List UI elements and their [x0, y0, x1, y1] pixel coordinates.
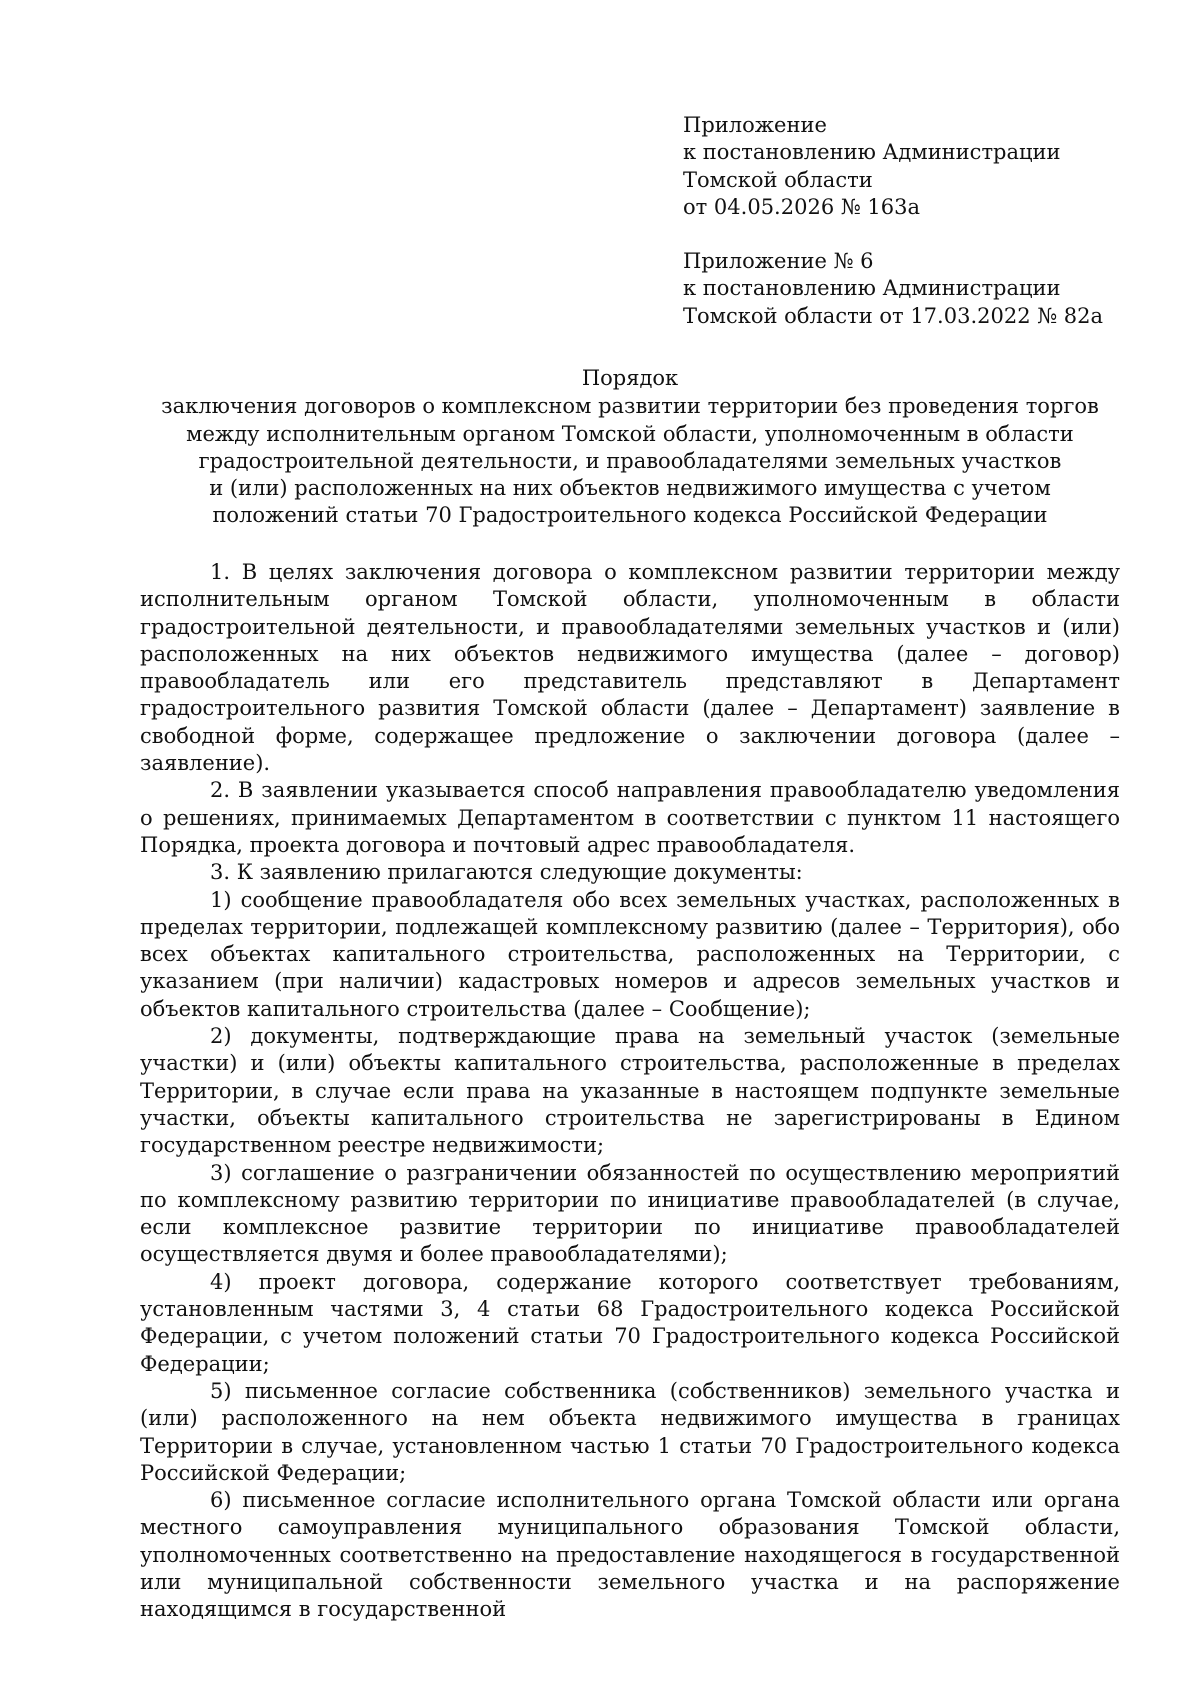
document-heading — [140, 365, 1120, 530]
appendix-line: к постановлению Администрации — [683, 140, 1061, 165]
appendix-header — [683, 112, 1153, 330]
appendix-line: от 04.05.2026 № 163а — [683, 194, 920, 219]
appendix-line: Приложение — [683, 113, 827, 137]
appendix-block-original — [683, 248, 1153, 330]
appendix-line: Томской области от 17.03.2022 № 82а — [683, 303, 1104, 328]
paragraph-3-item-5: 5) письменное согласие собственника (собственников) земельного участка и (или) расположенного на нем объекта недвижимого имущества в границах Территории в случае, установленном частью 1 статьи 70 Градостроительного кодекса Российской Федерации; — [140, 1378, 1120, 1485]
paragraph-2: 2. В заявлении указывается способ направления правообладателю уведомления о решениях, принимаемых Департаментом в соответствии с пунктом 11 настоящего Порядка, проекта договора и почтовый адрес правообладателя. — [140, 778, 1120, 857]
document-body — [140, 559, 1120, 1624]
paragraph-3-item-2: 2) документы, подтверждающие права на земельный участок (земельные участки) и (или) объекты капитального строительства, расположенные в пределах Территории, в случае если права на указанные в настоящем подпункте земельные участки, объекты капитального строительства не зарегистрированы в Едином государственном реестре недвижимости; — [140, 1024, 1120, 1158]
paragraph-3-item-6: 6) письменное согласие исполнительного органа Томской области или органа местного самоуправления муниципального образования Томской области, уполномоченных соответственно на предоставление находящегося в государственной или муниципальной собственности земельного участка и на распоряжение находящимся в государственной — [140, 1488, 1120, 1622]
paragraph-3: 3. К заявлению прилагаются следующие документы: — [210, 860, 803, 885]
paragraph-3-item-4: 4) проект договора, содержание которого соответствует требованиям, установленным частями 3, 4 статьи 68 Градостроительного кодекса Российской Федерации, с учетом положений статьи 70 Градостроительного кодекса Российской Федерации; — [140, 1269, 1120, 1376]
paragraph-1: 1. В целях заключения договора о комплексном развитии территории между исполнительным органом Томской области, уполномоченным в области градостроительной деятельности, и правообладателями земельных участков и (или) расположенных на них объектов недвижимого имущества (далее – договор) правообладатель или его представитель представляют в Департамент градостроительного развития Томской области (далее – Департамент) заявление в свободной форме, содержащее предложение о заключении договора (далее – заявление). — [140, 560, 1120, 776]
appendix-line: Приложение № 6 — [683, 249, 874, 274]
subtitle-line: и (или) расположенных на них объектов недвижимого имущества с учетом — [209, 476, 1051, 501]
document-subtitle — [140, 393, 1120, 529]
subtitle-line: между исполнительным органом Томской области, уполномоченным в области — [186, 421, 1074, 446]
subtitle-line: положений статьи 70 Градостроительного кодекса Российской Федерации — [212, 503, 1048, 528]
appendix-line: Томской области — [683, 167, 873, 192]
appendix-block-current — [683, 112, 1153, 221]
document-title: Порядок — [581, 366, 679, 390]
appendix-line: к постановлению Администрации — [683, 276, 1061, 301]
paragraph-3-item-3: 3) соглашение о разграничении обязанностей по осуществлению мероприятий по комплексному развитию территории по инициативе правообладателей (в случае, если комплексное развитие территории по инициативе правообладателей осуществляется двумя и более правообладателями); — [140, 1160, 1120, 1267]
paragraph-3-item-1: 1) сообщение правообладателя обо всех земельных участках, расположенных в пределах территории, подлежащей комплексному развитию (далее – Территория), обо всех объектах капитального строительства, расположенных на Территории, с указанием (при наличии) кадастровых номеров и адресов земельных участков и объектов капитального строительства (далее – Сообщение); — [140, 887, 1120, 1021]
subtitle-line: заключения договоров о комплексном развитии территории без проведения торгов — [161, 394, 1099, 419]
subtitle-line: градостроительной деятельности, и правообладателями земельных участков — [198, 448, 1062, 473]
